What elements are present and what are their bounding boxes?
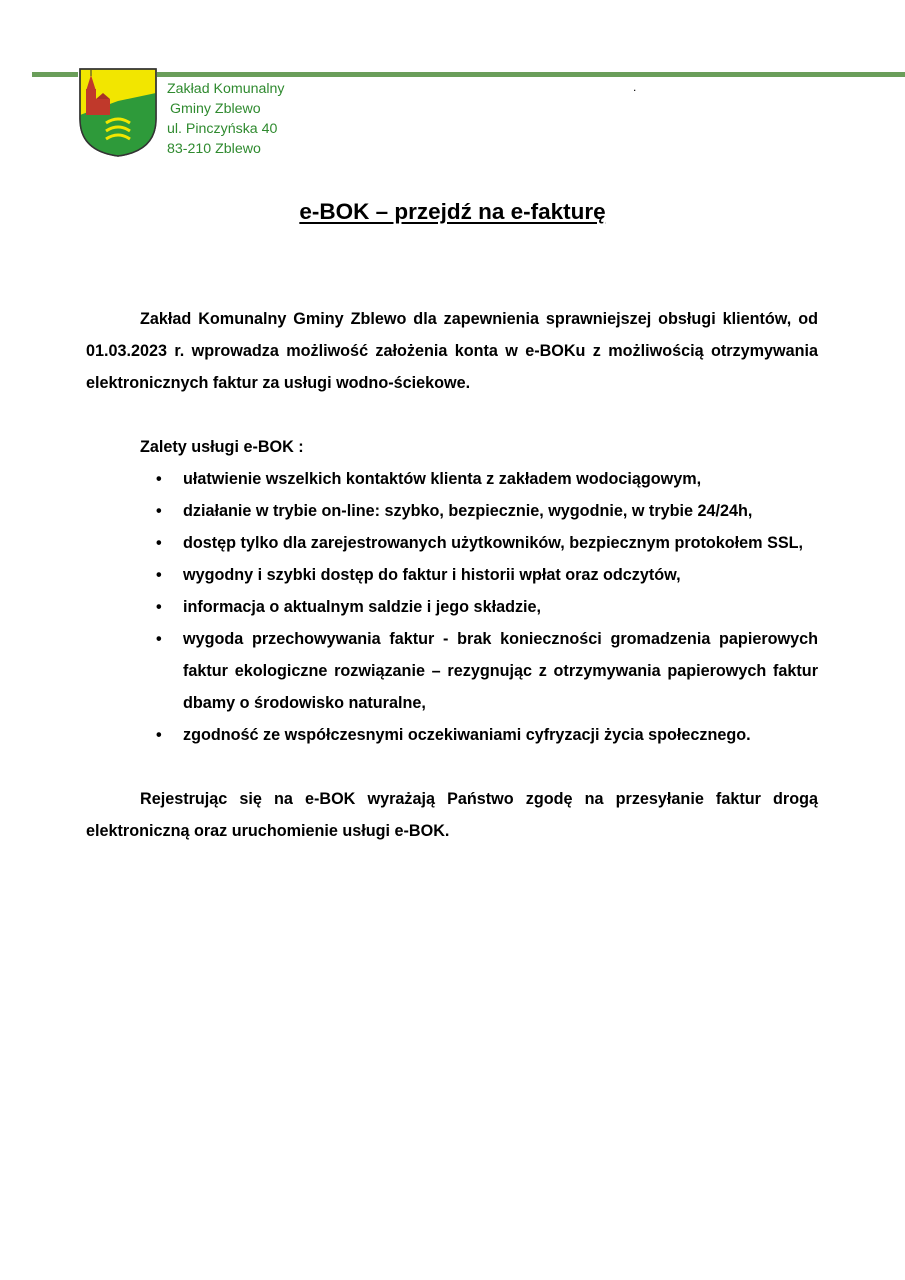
- list-item: [156, 527, 818, 559]
- list-item: [156, 559, 818, 591]
- list-item-text: ułatwienie wszelkich kontaktów klienta z zakładem wodociągowym,: [183, 470, 702, 488]
- org-name-line: Zakład Komunalny: [167, 81, 285, 97]
- coat-of-arms-icon: [78, 67, 158, 157]
- list-item-text: wygodny i szybki dostęp do faktur i historii wpłat oraz odczytów,: [183, 566, 681, 584]
- closing-paragraph: Rejestrując się na e-BOK wyrażają Państwo zgodę na przesyłanie faktur drogą elektroniczną oraz uruchomienie usługi e-BOK.: [86, 790, 818, 840]
- list-item: [156, 591, 818, 623]
- list-item: [156, 623, 818, 719]
- header-dot: .: [633, 80, 637, 94]
- bullet-icon: •: [156, 534, 162, 552]
- page-title: e-BOK – przejdź na e-fakturę: [299, 199, 606, 224]
- org-municipality-line: Gminy Zblewo: [170, 101, 261, 117]
- list-item-text: wygoda przechowywania faktur - brak konieczności gromadzenia papierowych faktur ekologiczne rozwiązanie – rezygnując z otrzymywania papierowych faktur dbamy o środowisko naturalne,: [183, 630, 818, 712]
- bullet-icon: •: [156, 502, 162, 520]
- document-body: [86, 303, 818, 847]
- header-divider-right: [157, 72, 905, 77]
- bullet-icon: •: [156, 726, 162, 744]
- list-item-text: informacja o aktualnym saldzie i jego składzie,: [183, 598, 542, 616]
- header-divider-left: [32, 72, 78, 77]
- organization-address: [167, 79, 285, 159]
- advantages-heading: Zalety usługi e-BOK :: [140, 438, 304, 456]
- bullet-icon: •: [156, 470, 162, 488]
- advantages-list: [86, 463, 818, 751]
- list-item-text: działanie w trybie on-line: szybko, bezpiecznie, wygodnie, w trybie 24/24h,: [183, 502, 753, 520]
- bullet-icon: •: [156, 630, 162, 648]
- org-postal-line: 83-210 Zblewo: [167, 141, 261, 157]
- intro-paragraph: Zakład Komunalny Gminy Zblewo dla zapewnienia sprawniejszej obsługi klientów, od 01.03.2023 r. wprowadza możliwość założenia konta w e-BOKu z możliwością otrzymywania elektronicznych faktur za usługi wodno-ściekowe.: [86, 310, 818, 392]
- list-item: [156, 719, 818, 751]
- list-item-text: dostęp tylko dla zarejestrowanych użytkowników, bezpiecznym protokołem SSL,: [183, 534, 804, 552]
- bullet-icon: •: [156, 598, 162, 616]
- list-item-text: zgodność ze współczesnymi oczekiwaniami cyfryzacji życia społecznego.: [183, 726, 751, 744]
- org-street-line: ul. Pinczyńska 40: [167, 121, 278, 137]
- bullet-icon: •: [156, 566, 162, 584]
- list-item: [156, 495, 818, 527]
- list-item: [156, 463, 818, 495]
